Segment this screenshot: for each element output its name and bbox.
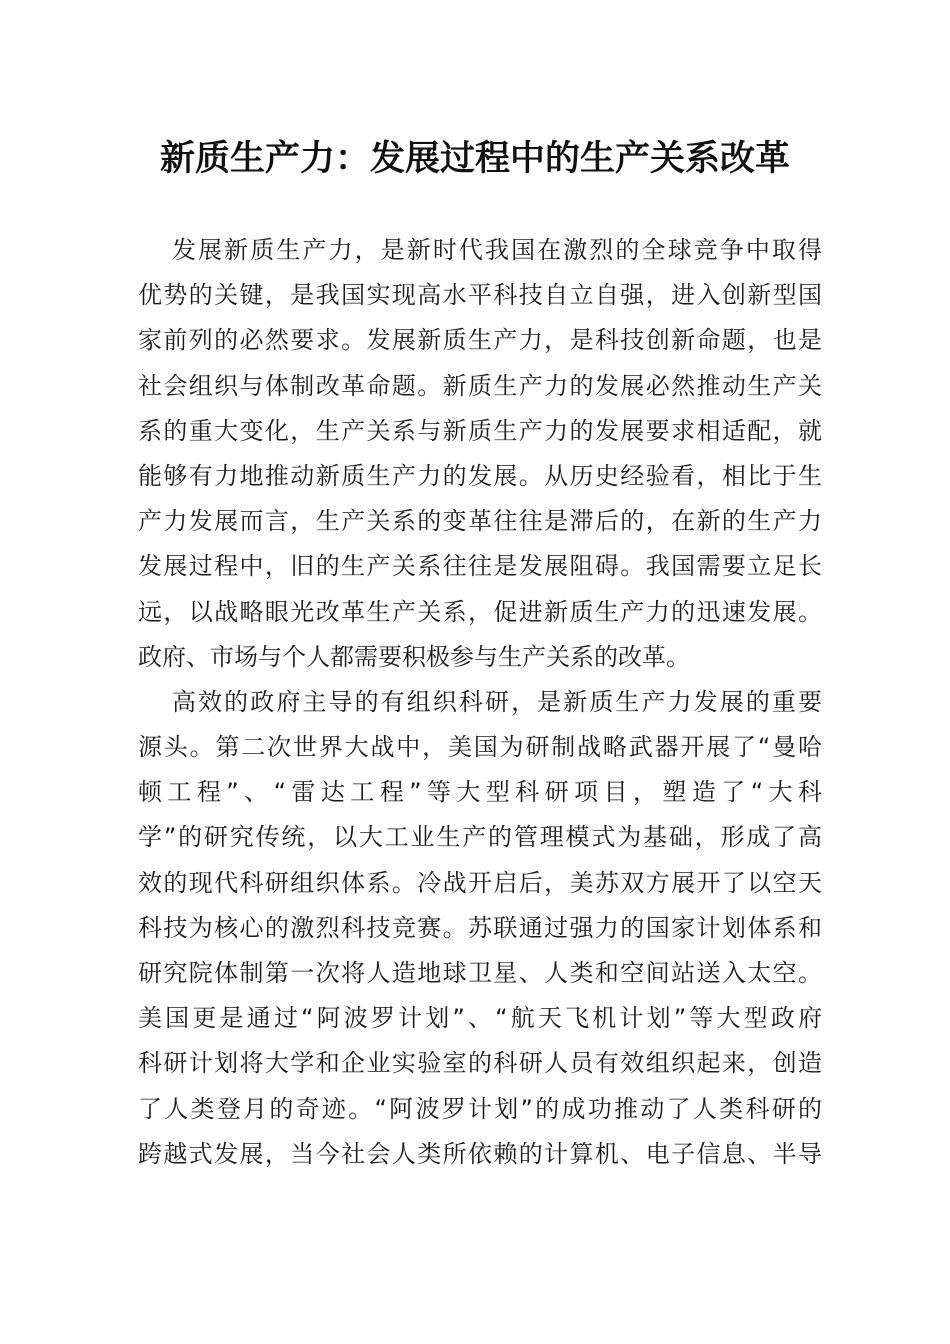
paragraph-1-line-10: 政府、市场与个人都需要积极参与生产关系的改革。: [138, 642, 690, 671]
paragraph-2-line-4: 学”的研究传统，以大工业生产的管理模式为基础，形成了高: [138, 823, 822, 852]
paragraph-1-line-5: 系的重大变化，生产关系与新质生产力的发展要求相适配，就: [138, 416, 822, 445]
paragraph-2-line-9: 科研计划将大学和企业实验室的科研人员有效组织起来，创造: [138, 1049, 822, 1078]
paragraph-2-line-1: 高效的政府主导的有组织科研，是新质生产力发展的重要: [172, 687, 822, 716]
document-title: 新质生产力：发展过程中的生产关系改革: [159, 138, 790, 179]
paragraph-1-line-2: 优势的关键，是我国实现高水平科技自立自强，进入创新型国: [138, 281, 822, 310]
paragraph-1-line-8: 发展过程中，旧的生产关系往往是发展阻碍。我国需要立足长: [138, 552, 822, 581]
paragraph-1-line-7: 产力发展而言，生产关系的变革往往是滞后的，在新的生产力: [138, 507, 822, 536]
paragraph-2-line-5: 效的现代科研组织体系。冷战开启后，美苏双方展开了以空天: [138, 868, 822, 897]
paragraph-1-line-9: 远，以战略眼光改革生产关系，促进新质生产力的迅速发展。: [138, 597, 822, 626]
paragraph-2-line-2: 源头。第二次世界大战中，美国为研制战略武器开展了“曼哈: [138, 733, 822, 762]
document-body: [138, 228, 822, 1177]
paragraph-2-line-11: 跨越式发展，当今社会人类所依赖的计算机、电子信息、半导: [138, 1139, 822, 1168]
paragraph-1-line-3: 家前列的必然要求。发展新质生产力，是科技创新命题，也是: [138, 326, 822, 355]
paragraph-2-line-6: 科技为核心的激烈科技竞赛。苏联通过强力的国家计划体系和: [138, 913, 822, 942]
paragraph-1-line-1: 发展新质生产力，是新时代我国在激烈的全球竞争中取得: [172, 236, 822, 264]
paragraph-1-line-4: 社会组织与体制改革命题。新质生产力的发展必然推动生产关: [138, 371, 822, 400]
paragraph-1-line-6: 能够有力地推动新质生产力的发展。从历史经验看，相比于生: [138, 461, 822, 490]
paragraph-2-line-8: 美国更是通过“阿波罗计划”、“航天飞机计划”等大型政府: [138, 1004, 822, 1033]
paragraph-2-line-3: 顿工程”、“雷达工程”等大型科研项目，塑造了“大科: [138, 778, 822, 807]
paragraph-2-line-10: 了人类登月的奇迹。“阿波罗计划”的成功推动了人类科研的: [138, 1094, 822, 1123]
paragraph-2-line-7: 研究院体制第一次将人造地球卫星、人类和空间站送入太空。: [138, 959, 822, 987]
